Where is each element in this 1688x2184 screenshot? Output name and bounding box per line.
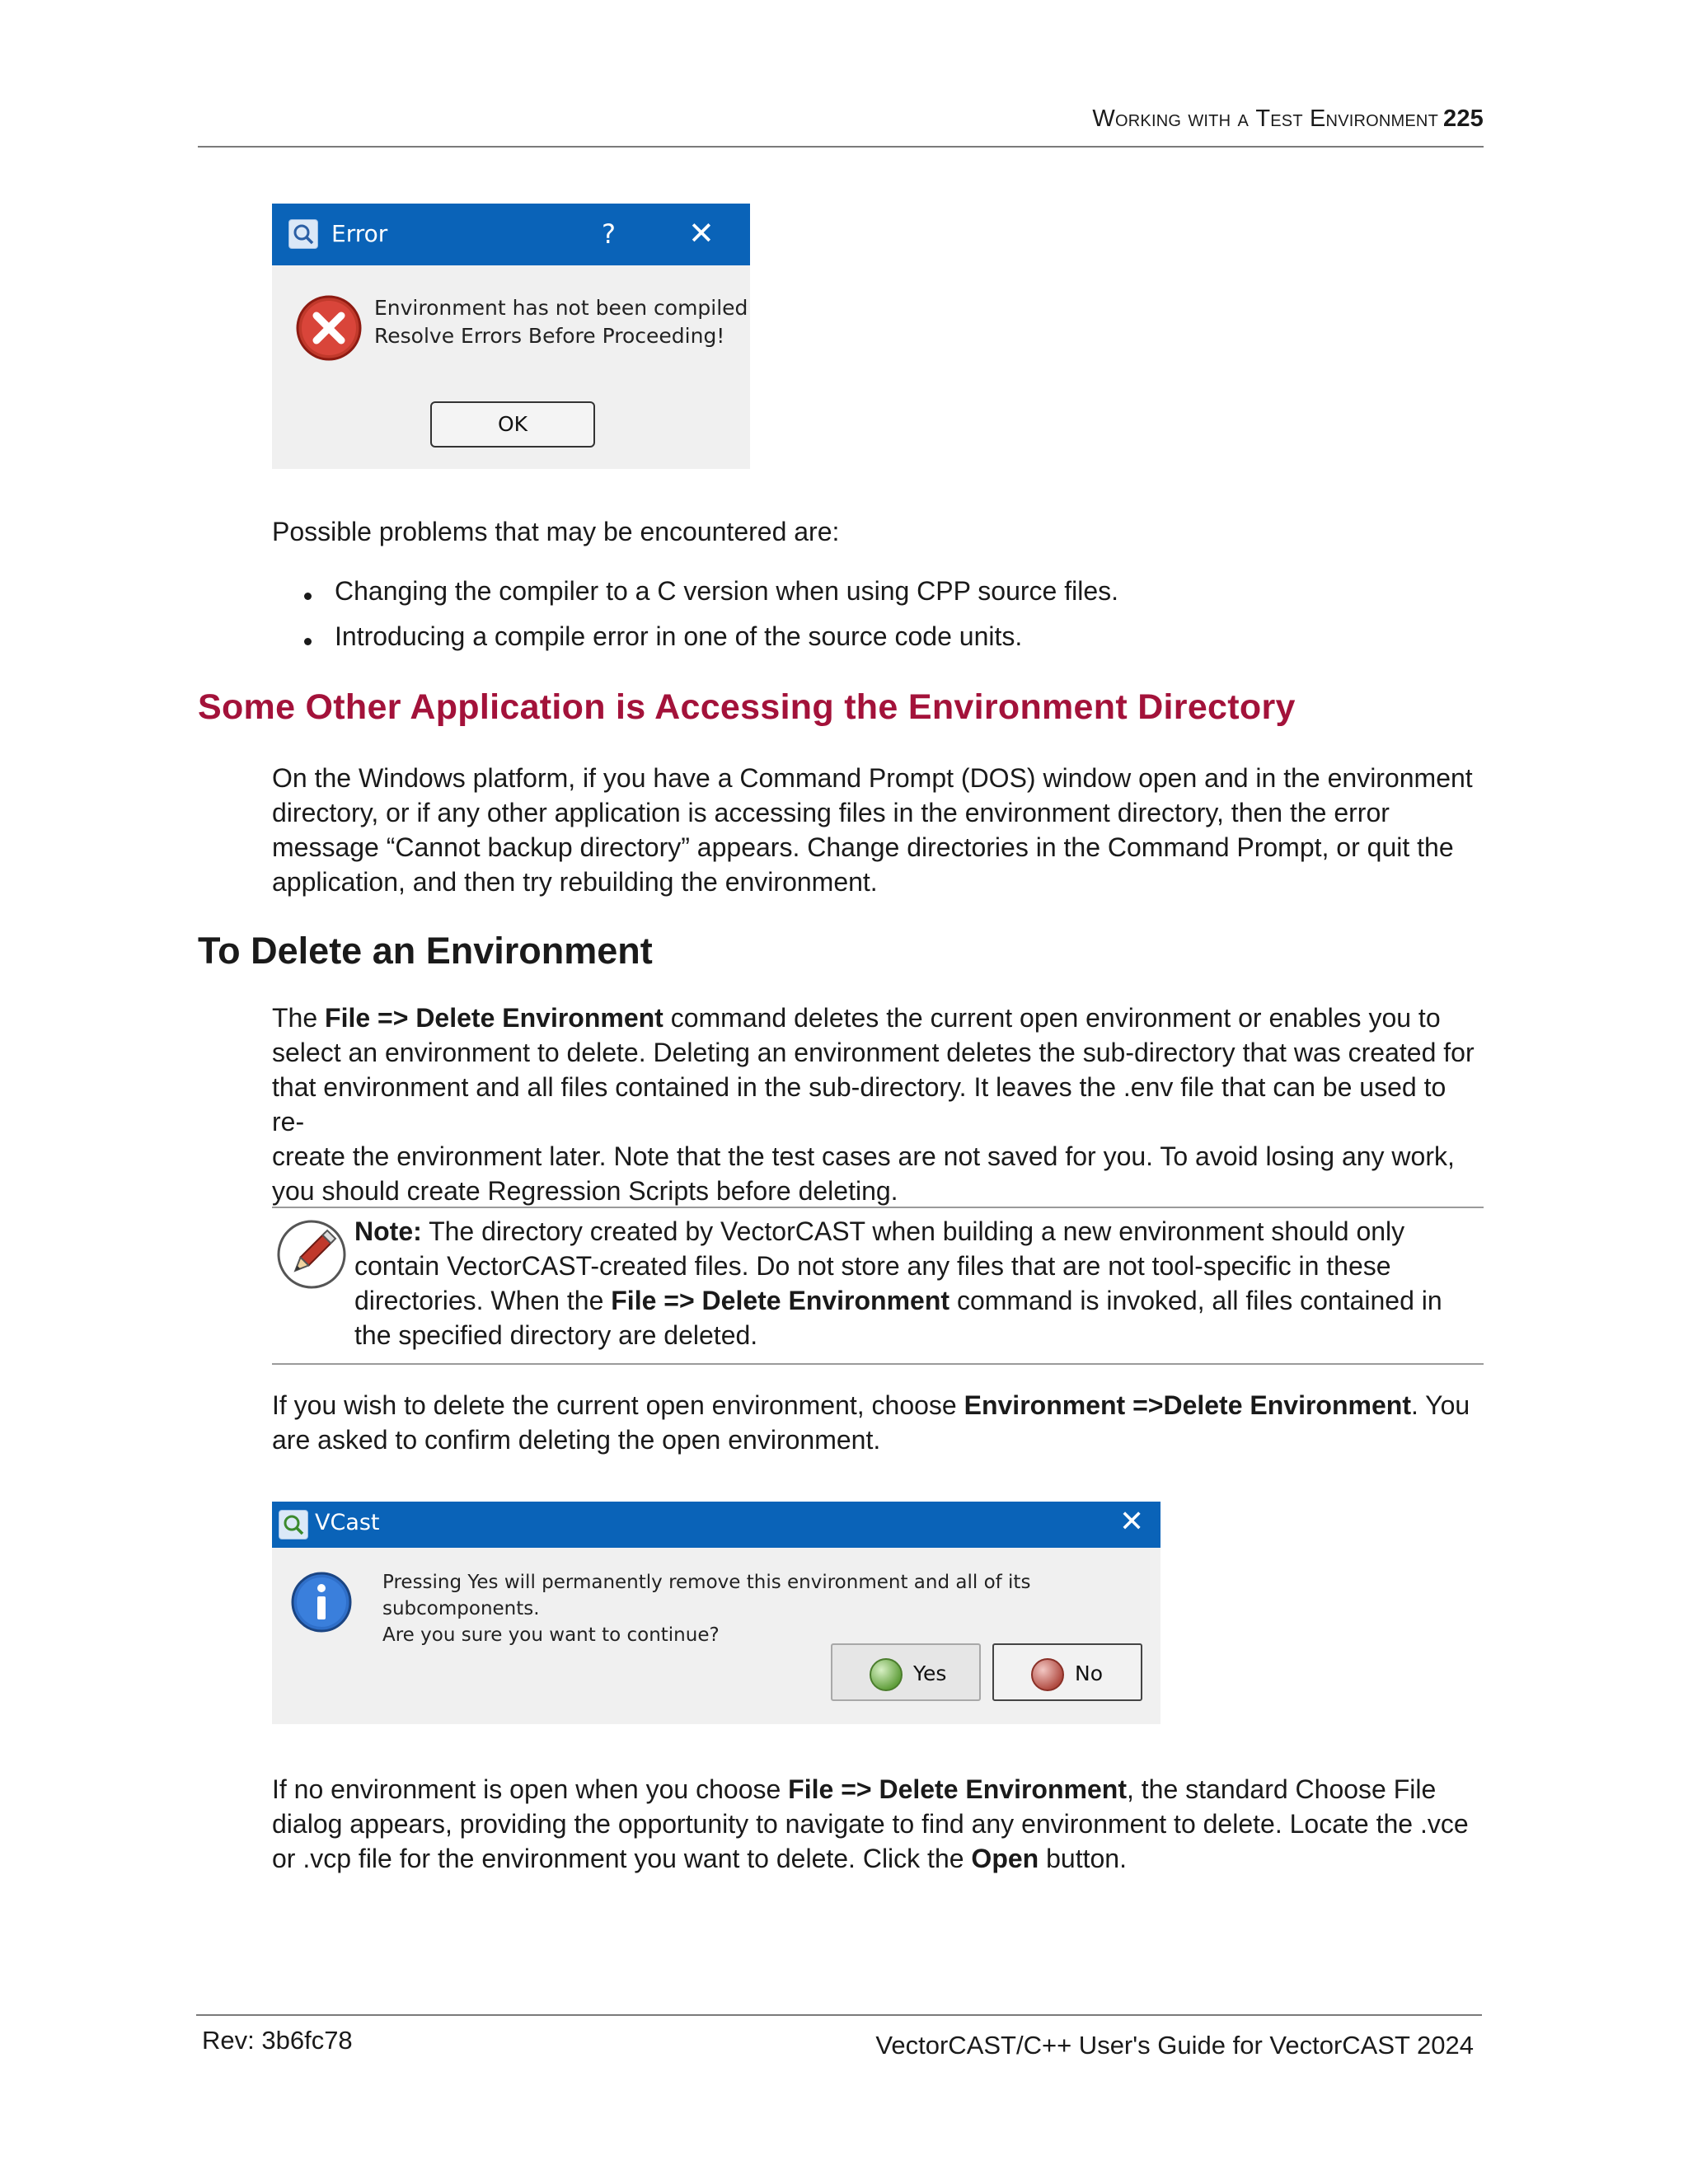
running-title-orking: orking with a	[1115, 105, 1256, 132]
close-icon[interactable]: ✕	[688, 215, 715, 251]
text-run: If you wish to delete the current open environment, choose	[272, 1390, 964, 1420]
text-line: On the Windows platform, if you have a Command Prompt (DOS) window open and in the environment	[272, 763, 1473, 793]
running-title-nvironment: nvironment	[1325, 105, 1438, 132]
vcast-dialog-titlebar	[272, 1502, 1160, 1548]
subsection-heading: To Delete an Environment	[198, 930, 653, 972]
button-name-ref: Open	[971, 1844, 1039, 1873]
text-run: or .vcp file for the environment you want to delete. Click the	[272, 1844, 972, 1873]
delete-paragraph	[272, 1001, 1484, 1208]
text-run: , the standard Choose File	[1126, 1774, 1437, 1804]
vcast-dialog	[272, 1502, 1160, 1724]
note-text	[354, 1214, 1484, 1352]
text-line	[272, 1841, 1484, 1876]
ok-button[interactable]	[430, 401, 595, 448]
text-line: are asked to confirm deleting the open environment.	[272, 1425, 881, 1455]
text-line: directory, or if any other application is accessing files in the environment directory, then the error	[272, 798, 1390, 827]
help-icon[interactable]: ?	[602, 218, 616, 250]
error-message-line-2: Resolve Errors Before Proceeding!	[374, 324, 725, 348]
error-dialog-title: Error	[331, 220, 388, 247]
close-icon[interactable]: ✕	[1119, 1505, 1145, 1539]
text-run: If no environment is open when you choose	[272, 1774, 789, 1804]
text-run: The directory created by VectorCAST when building a new environment should only	[421, 1216, 1405, 1246]
error-message-line-1: Environment has not been compiled	[374, 296, 748, 320]
running-title-t: T	[1255, 105, 1271, 132]
text-run: command is invoked, all files contained in	[950, 1286, 1442, 1315]
text-run: The	[272, 1003, 326, 1033]
text-run: . You	[1410, 1390, 1470, 1420]
menu-command-ref: File => Delete Environment	[325, 1003, 663, 1033]
text-line: you should create Regression Scripts before deleting.	[272, 1176, 898, 1206]
running-title-w: W	[1092, 105, 1115, 132]
text-line: dialog appears, providing the opportunity to navigate to find any environment to delete. Locate the .vce	[272, 1809, 1469, 1839]
text-line	[354, 1214, 1484, 1249]
no-environment-paragraph	[272, 1772, 1484, 1876]
footer-title: VectorCAST/C++ User's Guide for VectorCAST 2024	[875, 2031, 1474, 2060]
green-orb-icon	[869, 1657, 903, 1697]
vcast-message-line-1: Pressing Yes will permanently remove this environment and all of its subcomponents.	[382, 1572, 1031, 1619]
text-line: select an environment to delete. Deleting an environment deletes the sub-directory that was created for	[272, 1038, 1475, 1067]
open-environment-paragraph	[272, 1388, 1484, 1457]
running-header	[198, 105, 1484, 133]
vcast-message	[382, 1569, 1160, 1648]
text-line	[272, 1772, 1484, 1807]
text-line	[354, 1283, 1484, 1318]
footer-revision: Rev: 3b6fc78	[202, 2026, 353, 2055]
app-search-icon	[279, 1510, 308, 1540]
ok-button-label: OK	[497, 412, 528, 436]
app-search-icon	[288, 219, 318, 249]
section-paragraph	[272, 761, 1484, 899]
yes-button[interactable]	[831, 1643, 981, 1701]
text-line: message “Cannot backup directory” appears. Change directories in the Command Prompt, or quit the	[272, 832, 1454, 862]
bullet-dot	[304, 593, 312, 600]
problems-intro: Possible problems that may be encountered are:	[272, 517, 840, 546]
vcast-dialog-title: VCast	[315, 1510, 380, 1535]
vcast-message-line-2: Are you sure you want to continue?	[382, 1624, 720, 1646]
error-x-icon	[295, 294, 363, 366]
text-run: command deletes the current open environment or enables you to	[663, 1003, 1441, 1033]
header-rule	[198, 146, 1484, 148]
footer-rule	[196, 2014, 1482, 2016]
text-run: directories. When the	[354, 1286, 612, 1315]
text-line: that environment and all files contained in the sub-directory. It leaves the .env file that can be used to re-	[272, 1072, 1447, 1137]
text-line: the specified directory are deleted.	[354, 1320, 758, 1350]
bullet-dot	[304, 638, 312, 645]
error-dialog-titlebar	[272, 204, 750, 265]
note-label: Note:	[354, 1216, 422, 1246]
text-run: button.	[1039, 1844, 1127, 1873]
text-line	[272, 1388, 1484, 1422]
yes-button-label: Yes	[913, 1661, 947, 1685]
menu-command-ref: File => Delete Environment	[788, 1774, 1127, 1804]
menu-command-ref: Environment =>Delete Environment	[964, 1390, 1411, 1420]
section-heading: Some Other Application is Accessing the Environment Directory	[198, 687, 1296, 727]
text-line: contain VectorCAST-created files. Do not store any files that are not tool-specific in these	[354, 1251, 1391, 1281]
note-rule-top	[272, 1207, 1484, 1208]
info-icon	[290, 1571, 353, 1638]
menu-command-ref: File => Delete Environment	[611, 1286, 950, 1315]
running-title-e: E	[1310, 105, 1326, 132]
no-button[interactable]	[992, 1643, 1142, 1701]
text-line	[272, 1001, 1484, 1035]
error-dialog	[272, 204, 750, 469]
page-number: 225	[1443, 105, 1484, 132]
pencil-icon	[275, 1218, 348, 1295]
running-title-est: est	[1270, 105, 1310, 132]
text-line: create the environment later. Note that the test cases are not saved for you. To avoid losing any work,	[272, 1141, 1455, 1171]
list-item: Changing the compiler to a C version when using CPP source files.	[335, 576, 1119, 606]
text-line: application, and then try rebuilding the environment.	[272, 867, 878, 897]
red-orb-icon	[1030, 1657, 1065, 1697]
note-rule-bottom	[272, 1363, 1484, 1365]
no-button-label: No	[1075, 1661, 1103, 1685]
error-message	[374, 294, 748, 350]
list-item: Introducing a compile error in one of the source code units.	[335, 621, 1023, 651]
